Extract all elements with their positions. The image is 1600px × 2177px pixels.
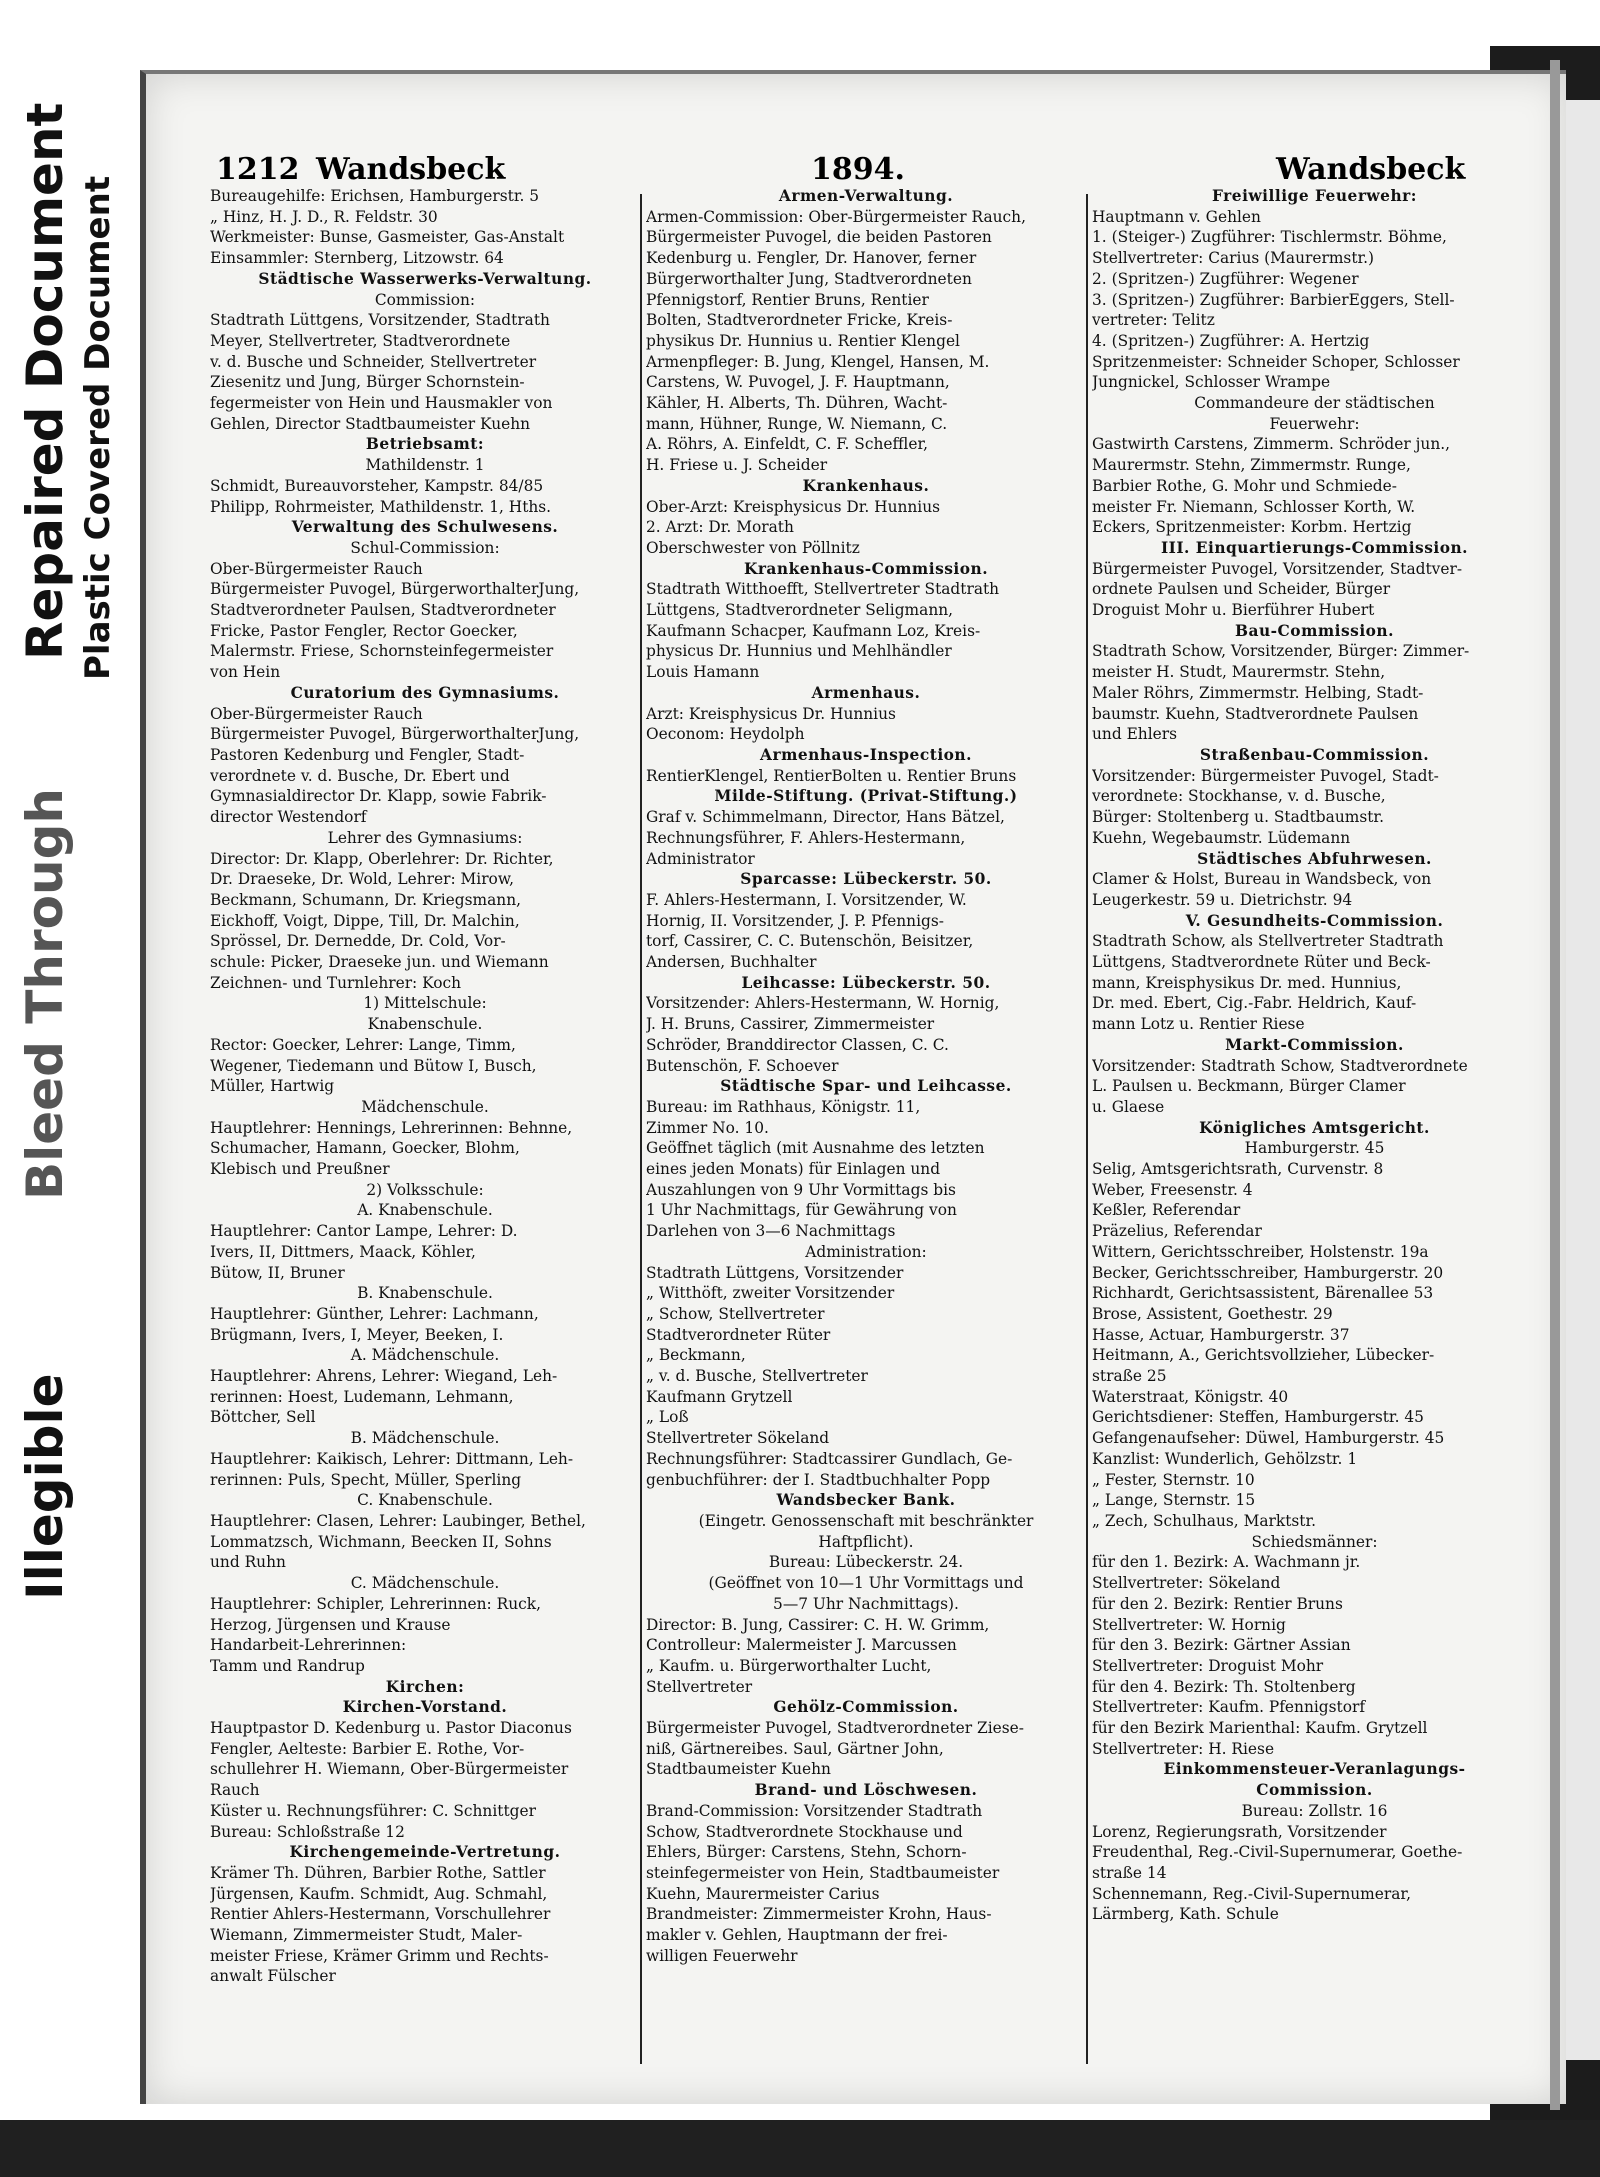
text-line: „ Zech, Schulhaus, Marktstr. [1092, 1512, 1317, 1530]
text-line: „ Beckmann, [646, 1346, 746, 1365]
section-heading: Einkommensteuer-Veranlagungs- [1163, 1760, 1466, 1779]
text-line: Werkmeister: Bunse, Gasmeister, Gas-Anstalt [210, 228, 565, 247]
text-line: Administration: [805, 1242, 927, 1261]
text-line: (Geöffnet von 10—1 Uhr Vormittags und [708, 1574, 1024, 1593]
text-line: Gastwirth Carstens, Zimmerm. Schröder jun., [1092, 435, 1451, 454]
text-line: niß, Gärtnereibes. Saul, Gärtner John, [646, 1739, 944, 1758]
text-line: 1) Mittelschule: [363, 994, 487, 1013]
running-title-left: Wandsbeck [316, 152, 506, 187]
text-line: Hauptlehrer: Clasen, Lehrer: Laubinger, Bethel, [210, 1512, 586, 1530]
text-line: Stadtrath Schow, Vorsitzender, Bürger: Zimmer- [1092, 642, 1470, 661]
text-line: Rechnungsführer: Stadtcassirer Gundlach, Ge- [646, 1449, 1013, 1468]
text-line: willigen Feuerwehr [646, 1946, 798, 1965]
text-line: Maurermstr. Stehn, Zimmermstr. Runge, [1092, 456, 1411, 475]
text-line: „ Schow, Stellvertreter [646, 1304, 825, 1323]
text-line: Clamer & Holst, Bureau in Wandsbeck, von [1092, 870, 1432, 889]
annotation-plastic-covered: Plastic Covered Document [78, 175, 118, 680]
text-line: Stellvertreter: Sökeland [1092, 1574, 1281, 1593]
text-line: „ Fester, Sternstr. 10 [1092, 1470, 1255, 1489]
section-heading: Armenhaus-Inspection. [760, 745, 972, 764]
text-line: Handarbeit-Lehrerinnen: [210, 1636, 407, 1655]
text-line: B. Mädchenschule. [350, 1429, 500, 1448]
text-line: Selig, Amtsgerichtsrath, Curvenstr. 8 [1092, 1160, 1384, 1179]
text-line: Meyer, Stellvertreter, Stadtverordnete [210, 331, 511, 350]
text-line: Klebisch und Preußner [210, 1160, 390, 1179]
text-line: Ober-Arzt: Kreisphysicus Dr. Hunnius [646, 497, 941, 516]
text-line: Butenschön, F. Schoever [646, 1056, 839, 1075]
text-line: Administrator [646, 849, 755, 868]
text-line: B. Knabenschule. [357, 1284, 493, 1303]
text-line: A. Röhrs, A. Einfeldt, C. F. Scheffler, [646, 435, 929, 454]
text-line: Hauptlehrer: Günther, Lehrer: Lachmann, [210, 1304, 539, 1323]
text-line: 3. (Spritzen-) Zugführer: BarbierEggers, Stell- [1092, 290, 1455, 309]
text-line: Barbier Rothe, G. Mohr und Schmiede- [1092, 476, 1397, 495]
text-line: für den Bezirk Marienthal: Kaufm. Grytzell [1092, 1719, 1428, 1738]
text-line: Gefangenaufseher: Düwel, Hamburgerstr. 45 [1092, 1429, 1445, 1448]
text-line: L. Paulsen u. Beckmann, Bürger Clamer [1092, 1077, 1406, 1096]
text-line: Dr. Draeseke, Dr. Wold, Lehrer: Mirow, [210, 870, 515, 889]
text-line: Beckmann, Schumann, Dr. Kriegsmann, [210, 890, 522, 909]
text-line: Pfennigstorf, Rentier Bruns, Rentier [646, 290, 929, 309]
text-line: Rector: Goecker, Lehrer: Lange, Timm, [210, 1035, 516, 1054]
text-line: von Hein [210, 663, 281, 682]
text-line: Jürgensen, Kaufm. Schmidt, Aug. Schmahl, [210, 1884, 548, 1903]
text-line: Bürgermeister Puvogel, die beiden Pastoren [646, 228, 992, 247]
text-line: Haftpflicht). [818, 1532, 914, 1551]
text-line: Hauptpastor D. Kedenburg u. Pastor Diaconus [210, 1719, 572, 1738]
section-heading: Verwaltung des Schulwesens. [291, 518, 559, 537]
page-edge-shadow [1550, 60, 1560, 2110]
text-line: Hasse, Actuar, Hamburgerstr. 37 [1092, 1325, 1350, 1344]
text-line: Stadtrath Lüttgens, Vorsitzender, Stadtrath [210, 311, 550, 330]
text-line: und Ehlers [1092, 725, 1178, 744]
text-line: H. Friese u. J. Scheider [646, 456, 828, 475]
text-line: Hauptmann v. Gehlen [1092, 207, 1261, 226]
text-line: Hornig, II. Vorsitzender, J. P. Pfennigs- [646, 911, 944, 930]
text-line: Stadtrath Schow, als Stellvertreter Stadtrath [1092, 932, 1444, 951]
section-heading: Straßenbau-Commission. [1199, 745, 1430, 764]
text-line: Bürgermeister Puvogel, Stadtverordneter Ziese- [646, 1719, 1024, 1738]
section-heading: Brand- und Löschwesen. [754, 1781, 978, 1800]
text-line: Bürgermeister Puvogel, Vorsitzender, Stadtver- [1092, 559, 1463, 578]
section-heading: Kirchengemeinde-Vertretung. [289, 1843, 561, 1862]
column-divider-1 [640, 194, 642, 2064]
text-line: verordnete: Stockhanse, v. d. Busche, [1092, 787, 1386, 806]
text-line: Stellvertreter: Droguist Mohr [1092, 1656, 1324, 1675]
text-line: mann, Hühner, Runge, W. Niemann, C. [646, 414, 948, 433]
text-line: Director: B. Jung, Cassirer: C. H. W. Grimm, [646, 1615, 990, 1634]
text-line: C. Knabenschule. [357, 1491, 493, 1510]
text-line: Wiemann, Zimmermeister Studt, Maler- [210, 1926, 523, 1945]
text-line: meister Fr. Niemann, Schlosser Korth, W. [1092, 497, 1416, 516]
text-line: Droguist Mohr u. Bierführer Hubert [1092, 601, 1375, 620]
text-line: Arzt: Kreisphysicus Dr. Hunnius [646, 704, 896, 723]
text-line: Richhardt, Gerichtsassistent, Bärenallee 53 [1092, 1284, 1434, 1303]
text-line: Brand-Commission: Vorsitzender Stadtrath [646, 1801, 983, 1820]
text-line: für den 1. Bezirk: A. Wachmann jr. [1092, 1553, 1361, 1572]
text-line: Hauptlehrer: Kaikisch, Lehrer: Dittmann, Leh- [210, 1449, 574, 1468]
text-line: Philipp, Rohrmeister, Mathildenstr. 1, Hths. [210, 497, 552, 516]
annotation-bleed-through: Bleed Through [16, 788, 74, 1200]
text-line: Becker, Gerichtsschreiber, Hamburgerstr. 20 [1092, 1263, 1444, 1282]
section-heading: Königliches Amtsgericht. [1199, 1118, 1430, 1137]
text-line: J. H. Bruns, Cassirer, Zimmermeister [646, 1015, 935, 1034]
text-line: Brügmann, Ivers, I, Meyer, Beeken, I. [210, 1325, 504, 1344]
text-line: Oeconom: Heydolph [646, 725, 805, 744]
text-line: Knabenschule. [367, 1015, 483, 1034]
text-line: Bürgermeister Puvogel, BürgerworthalterJung, [210, 725, 580, 744]
text-line: Stellvertreter: H. Riese [1092, 1739, 1275, 1758]
section-heading: Städtische Spar- und Leihcasse. [720, 1077, 1012, 1096]
section-heading: Kirchen-Vorstand. [342, 1698, 508, 1717]
text-line: Malermstr. Friese, Schornsteinfegermeister [210, 642, 554, 661]
year-heading: 1894. [811, 152, 905, 187]
text-line: Geöffnet täglich (mit Ausnahme des letzten [646, 1139, 985, 1158]
text-line: Tamm und Randrup [210, 1656, 365, 1675]
section-heading: Leihcasse: Lübeckerstr. 50. [741, 973, 991, 992]
text-line: 2. Arzt: Dr. Morath [646, 518, 794, 537]
text-line: Wittern, Gerichtsschreiber, Holstenstr. 19a [1092, 1242, 1429, 1261]
section-heading: Markt-Commission. [1225, 1035, 1404, 1054]
text-line: Hauptlehrer: Schipler, Lehrerinnen: Ruck, [210, 1594, 541, 1613]
text-line: Präzelius, Referendar [1092, 1222, 1262, 1241]
annotation-illegible: Illegible [16, 1373, 74, 1600]
section-heading: Armenhaus. [811, 683, 921, 702]
text-line: Bureaugehilfe: Erichsen, Hamburgerstr. 5 [210, 187, 540, 205]
text-line: Stadtverordneter Paulsen, Stadtverordneter [210, 601, 556, 620]
text-line: Ivers, II, Dittmers, Maack, Köhler, [210, 1242, 476, 1261]
text-line: Bürger: Stoltenberg u. Stadtbaumstr. [1092, 808, 1384, 827]
text-line: 5—7 Uhr Nachmittags). [773, 1594, 959, 1613]
text-line: meister Friese, Krämer Grimm und Rechts- [210, 1946, 549, 1965]
text-line: director Westendorf [210, 808, 367, 827]
scan-background-bottom [0, 2120, 1600, 2177]
section-heading: Curatorium des Gymnasiums. [290, 683, 560, 702]
text-line: 1. (Steiger-) Zugführer: Tischlermstr. Böhme, [1092, 228, 1447, 247]
text-line: Bureau: Zollstr. 16 [1241, 1801, 1388, 1820]
text-line: Kuehn, Wegebaumstr. Lüdemann [1092, 828, 1351, 847]
section-heading: Wandsbecker Bank. [776, 1491, 956, 1510]
text-line: Armenpfleger: B. Jung, Klengel, Hansen, M. [646, 352, 990, 371]
text-line: Bureau: Schloßstraße 12 [210, 1822, 405, 1841]
text-line: Stadtrath Lüttgens, Vorsitzender [646, 1263, 904, 1282]
text-line: Schiedsmänner: [1251, 1532, 1378, 1551]
text-line: Schennemann, Reg.-Civil-Supernumerar, [1092, 1884, 1411, 1903]
text-line: Sprössel, Dr. Dernedde, Dr. Cold, Vor- [210, 932, 506, 951]
text-line: straße 14 [1092, 1863, 1167, 1882]
section-heading: Sparcasse: Lübeckerstr. 50. [740, 870, 992, 889]
text-line: für den 3. Bezirk: Gärtner Assian [1092, 1636, 1351, 1655]
text-line: Kaufmann Schacper, Kaufmann Loz, Kreis- [646, 621, 981, 640]
text-line: Dr. med. Ebert, Cig.-Fabr. Heldrich, Kauf- [1092, 994, 1417, 1013]
text-line: Mädchenschule. [361, 1097, 489, 1116]
text-line: Gerichtsdiener: Steffen, Hamburgerstr. 45 [1092, 1408, 1424, 1427]
text-line: Freudenthal, Reg.-Civil-Supernumerar, Goethe- [1092, 1843, 1463, 1862]
text-line: rerinnen: Puls, Specht, Müller, Sperling [210, 1470, 522, 1489]
text-line: physicus Dr. Hunnius und Mehlhändler [646, 642, 952, 661]
text-line: vertreter: Telitz [1092, 311, 1215, 330]
text-line: Einsammler: Sternberg, Litzowstr. 64 [210, 249, 504, 268]
text-line: Armen-Commission: Ober-Bürgermeister Rauch, [646, 207, 1026, 226]
text-column-middle [646, 186, 1086, 2066]
text-column-left [210, 186, 640, 2066]
text-line: Hauptlehrer: Hennings, Lehrerinnen: Behnne, [210, 1118, 573, 1137]
running-title-right: Wandsbeck [1276, 152, 1466, 187]
text-line: Ober-Bürgermeister Rauch [210, 559, 423, 578]
text-line: Lehrer des Gymnasiums: [327, 828, 523, 847]
text-line: Stellvertreter: W. Hornig [1092, 1615, 1286, 1634]
text-line: „ Hinz, H. J. D., R. Feldstr. 30 [210, 207, 438, 226]
text-line: C. Mädchenschule. [350, 1574, 500, 1593]
text-line: Pastoren Kedenburg und Fengler, Stadt- [210, 745, 525, 764]
text-line: Hauptlehrer: Cantor Lampe, Lehrer: D. [210, 1222, 518, 1241]
section-heading: Krankenhaus. [802, 476, 930, 495]
text-line: Weber, Freesenstr. 4 [1092, 1180, 1253, 1199]
text-line: Vorsitzender: Ahlers-Hestermann, W. Hornig, [646, 994, 1000, 1013]
text-line: Stellvertreter [646, 1677, 753, 1696]
text-line: Hamburgerstr. 45 [1244, 1139, 1385, 1158]
text-line: Wegener, Tiedemann und Bütow I, Busch, [210, 1056, 537, 1075]
text-line: makler v. Gehlen, Hauptmann der frei- [646, 1926, 948, 1945]
text-line: Controlleur: Malermeister J. Marcussen [646, 1636, 957, 1655]
text-line: eines jeden Monats) für Einlagen und [646, 1160, 941, 1179]
text-line: Zeichnen- und Turnlehrer: Koch [210, 973, 462, 992]
text-line: Rauch [210, 1781, 260, 1800]
text-line: „ Loß [646, 1408, 689, 1427]
text-line: Brandmeister: Zimmermeister Krohn, Haus- [646, 1905, 992, 1924]
text-line: u. Glaese [1092, 1097, 1165, 1116]
section-heading: Städtisches Abfuhrwesen. [1197, 849, 1432, 868]
text-line: Küster u. Rechnungsführer: C. Schnittger [210, 1801, 536, 1820]
text-line: Eickhoff, Voigt, Dippe, Till, Dr. Malchin, [210, 911, 520, 930]
text-line: Oberschwester von Pöllnitz [646, 538, 860, 557]
text-line: Böttcher, Sell [210, 1408, 316, 1427]
text-line: Lüttgens, Stadtverordnete Rüter und Beck- [1092, 953, 1431, 972]
section-heading: Armen-Verwaltung. [778, 187, 954, 205]
text-line: Lüttgens, Stadtverordneter Seligmann, [646, 601, 954, 620]
text-line: Schröder, Branddirector Classen, C. C. [646, 1035, 949, 1054]
text-line: Schul-Commission: [350, 538, 500, 557]
text-line: „ Lange, Sternstr. 15 [1092, 1491, 1256, 1510]
text-line: 4. (Spritzen-) Zugführer: A. Hertzig [1092, 331, 1370, 350]
text-line: Fricke, Pastor Fengler, Rector Goecker, [210, 621, 518, 640]
text-line: Commandeure der städtischen [1194, 394, 1435, 413]
text-line: straße 25 [1092, 1367, 1167, 1386]
text-line: Stellvertreter: Kaufm. Pfennigstorf [1092, 1698, 1366, 1717]
text-line: Kuehn, Maurermeister Carius [646, 1884, 880, 1903]
annotation-repaired: Repaired Document [16, 102, 74, 660]
section-heading: Kirchen: [385, 1677, 465, 1696]
text-line: für den 2. Bezirk: Rentier Bruns [1092, 1594, 1343, 1613]
text-line: A. Mädchenschule. [350, 1346, 500, 1365]
text-line: Rechnungsführer, F. Ahlers-Hestermann, [646, 828, 966, 847]
text-line: Jungnickel, Schlosser Wrampe [1092, 373, 1331, 392]
text-line: A. Knabenschule. [357, 1201, 493, 1220]
section-heading: Bau-Commission. [1235, 621, 1394, 640]
text-line: Stadtbaumeister Kuehn [646, 1760, 831, 1779]
section-heading: Städtische Wasserwerks-Verwaltung. [258, 269, 592, 288]
section-heading: Freiwillige Feuerwehr: [1212, 187, 1417, 205]
text-line: Stellvertreter Sökeland [646, 1429, 830, 1448]
text-line: Feuerwehr: [1269, 414, 1360, 433]
text-line: Bolten, Stadtverordneter Fricke, Kreis- [646, 311, 953, 330]
text-line: Commission: [374, 290, 476, 309]
text-line: steinfegermeister von Hein, Stadtbaumeister [646, 1863, 1000, 1882]
text-line: Andersen, Buchhalter [646, 953, 817, 972]
text-line: Spritzenmeister: Schneider Schoper, Schlosser [1092, 352, 1460, 371]
text-line: Gymnasialdirector Dr. Klapp, sowie Fabrik- [210, 787, 547, 806]
text-line: Schow, Stadtverordnete Stockhause und [646, 1822, 963, 1841]
text-line: Gehlen, Director Stadtbaumeister Kuehn [210, 414, 531, 433]
text-line: Louis Hamann [646, 663, 760, 682]
text-line: Heitmann, A., Gerichtsvollzieher, Lübecker- [1092, 1346, 1435, 1365]
text-line: Lorenz, Regierungsrath, Vorsitzender [1092, 1822, 1387, 1841]
text-line: Stadtverordneter Rüter [646, 1325, 831, 1344]
text-line: Mathildenstr. 1 [365, 456, 485, 475]
document-page [140, 70, 1566, 2104]
text-line: Director: Dr. Klapp, Oberlehrer: Dr. Richter, [210, 849, 554, 868]
text-line: Waterstraat, Königstr. 40 [1092, 1387, 1289, 1406]
text-line: genbuchführer: der I. Stadtbuchhalter Popp [646, 1470, 991, 1489]
text-line: Eckers, Spritzenmeister: Korbm. Hertzig [1092, 518, 1412, 537]
text-line: schule: Picker, Draeseke jun. und Wiemann [210, 953, 549, 972]
text-line: 1 Uhr Nachmittags, für Gewährung von [646, 1201, 957, 1220]
text-line: fegermeister von Hein und Hausmakler von [210, 394, 553, 413]
page-number: 1212 [216, 152, 300, 187]
text-line: meister H. Studt, Maurermstr. Stehn, [1092, 663, 1386, 682]
text-line: Ehlers, Bürger: Carstens, Stehn, Schorn- [646, 1843, 967, 1862]
section-heading: Krankenhaus-Commission. [743, 559, 989, 578]
text-line: Keßler, Referendar [1092, 1201, 1241, 1220]
text-line: mann Lotz u. Rentier Riese [1092, 1015, 1305, 1034]
text-line: Fengler, Aelteste: Barbier E. Rothe, Vor- [210, 1739, 525, 1758]
section-heading: III. Einquartierungs-Commission. [1160, 538, 1469, 557]
text-line: Stadtrath Witthoefft, Stellvertreter Stadtrath [646, 580, 1000, 599]
text-line: „ Witthöft, zweiter Vorsitzender [646, 1284, 895, 1303]
text-line: Schumacher, Hamann, Goecker, Blohm, [210, 1139, 520, 1158]
text-line: 2) Volksschule: [366, 1180, 484, 1199]
section-heading: Milde-Stiftung. (Privat-Stiftung.) [714, 787, 1018, 806]
text-line: F. Ahlers-Hestermann, I. Vorsitzender, W. [646, 890, 967, 909]
text-line: baumstr. Kuehn, Stadtverordnete Paulsen [1092, 704, 1419, 723]
text-line: Vorsitzender: Bürgermeister Puvogel, Stadt- [1092, 766, 1439, 785]
text-line: 2. (Spritzen-) Zugführer: Wegener [1092, 269, 1359, 288]
text-line: Darlehen von 3—6 Nachmittags [646, 1222, 896, 1241]
text-line: rerinnen: Hoest, Ludemann, Lehmann, [210, 1387, 514, 1406]
text-line: Kähler, H. Alberts, Th. Dühren, Wacht- [646, 394, 948, 413]
text-line: RentierKlengel, RentierBolten u. Rentier Bruns [646, 766, 1017, 785]
text-line: Lärmberg, Kath. Schule [1092, 1905, 1279, 1924]
text-line: Kedenburg u. Fengler, Dr. Hanover, ferner [646, 249, 977, 268]
text-line: ordnete Paulsen und Scheider, Bürger [1092, 580, 1391, 599]
text-line: verordnete v. d. Busche, Dr. Ebert und [210, 766, 510, 785]
section-heading: Betriebsamt: [365, 435, 485, 454]
text-line: Vorsitzender: Stadtrath Schow, Stadtverordnete [1092, 1056, 1468, 1075]
text-line: Zimmer No. 10. [646, 1118, 769, 1137]
text-line: Ober-Bürgermeister Rauch [210, 704, 423, 723]
column-divider-2 [1086, 194, 1088, 2064]
text-line: Auszahlungen von 9 Uhr Vormittags bis [646, 1180, 956, 1199]
text-line: Lommatzsch, Wichmann, Beecken II, Sohns [210, 1532, 552, 1551]
section-heading: V. Gesundheits-Commission. [1185, 911, 1444, 930]
text-line: schullehrer H. Wiemann, Ober-Bürgermeister [210, 1760, 569, 1779]
text-line: Bureau: im Rathhaus, Königstr. 11, [646, 1097, 921, 1116]
text-line: Herzog, Jürgensen und Krause [210, 1615, 451, 1634]
text-line: physikus Dr. Hunnius u. Rentier Klengel [646, 331, 960, 350]
text-line: torf, Cassirer, C. C. Butenschön, Beisitzer, [646, 932, 974, 951]
text-line: Schmidt, Bureauvorsteher, Kampstr. 84/85 [210, 476, 544, 495]
text-line: v. d. Busche und Schneider, Stellvertreter [210, 352, 537, 371]
text-line: Brose, Assistent, Goethestr. 29 [1092, 1304, 1333, 1323]
text-line: Bürgerworthalter Jung, Stadtverordneten [646, 269, 972, 288]
text-line: Stellvertreter: Carius (Maurermstr.) [1092, 249, 1375, 268]
text-line: Müller, Hartwig [210, 1077, 335, 1096]
text-column-right [1092, 186, 1537, 2066]
text-line: Kanzlist: Wunderlich, Gehölzstr. 1 [1092, 1449, 1358, 1468]
text-line: Rentier Ahlers-Hestermann, Vorschullehrer [210, 1905, 551, 1924]
text-line: Maler Röhrs, Zimmermstr. Helbing, Stadt- [1092, 683, 1424, 702]
text-line: (Eingetr. Genossenschaft mit beschränkter [698, 1512, 1034, 1530]
text-line: anwalt Fülscher [210, 1967, 336, 1986]
text-line: Krämer Th. Dühren, Barbier Rothe, Sattler [210, 1863, 546, 1882]
text-line: Bütow, II, Bruner [210, 1263, 345, 1282]
text-line: Bureau: Lübeckerstr. 24. [768, 1553, 964, 1572]
section-heading: Gehölz-Commission. [773, 1698, 959, 1717]
text-line: Ziesenitz und Jung, Bürger Schornstein- [210, 373, 525, 392]
text-line: Leugerkestr. 59 u. Dietrichstr. 94 [1092, 890, 1353, 909]
text-line: Bürgermeister Puvogel, BürgerworthalterJung, [210, 580, 580, 599]
text-line: und Ruhn [210, 1553, 286, 1572]
text-line: Hauptlehrer: Ahrens, Lehrer: Wiegand, Leh- [210, 1367, 558, 1386]
text-line: „ Kaufm. u. Bürgerworthalter Lucht, [646, 1656, 932, 1675]
text-line: mann, Kreisphysikus Dr. med. Hunnius, [1092, 973, 1402, 992]
text-line: für den 4. Bezirk: Th. Stoltenberg [1092, 1677, 1356, 1696]
text-line: „ v. d. Busche, Stellvertreter [646, 1367, 868, 1386]
text-line: Kaufmann Grytzell [646, 1387, 793, 1406]
text-line: Carstens, W. Puvogel, J. F. Hauptmann, [646, 373, 950, 392]
section-heading: Commission. [1256, 1781, 1373, 1800]
text-line: Graf v. Schimmelmann, Director, Hans Bätzel, [646, 808, 1005, 827]
